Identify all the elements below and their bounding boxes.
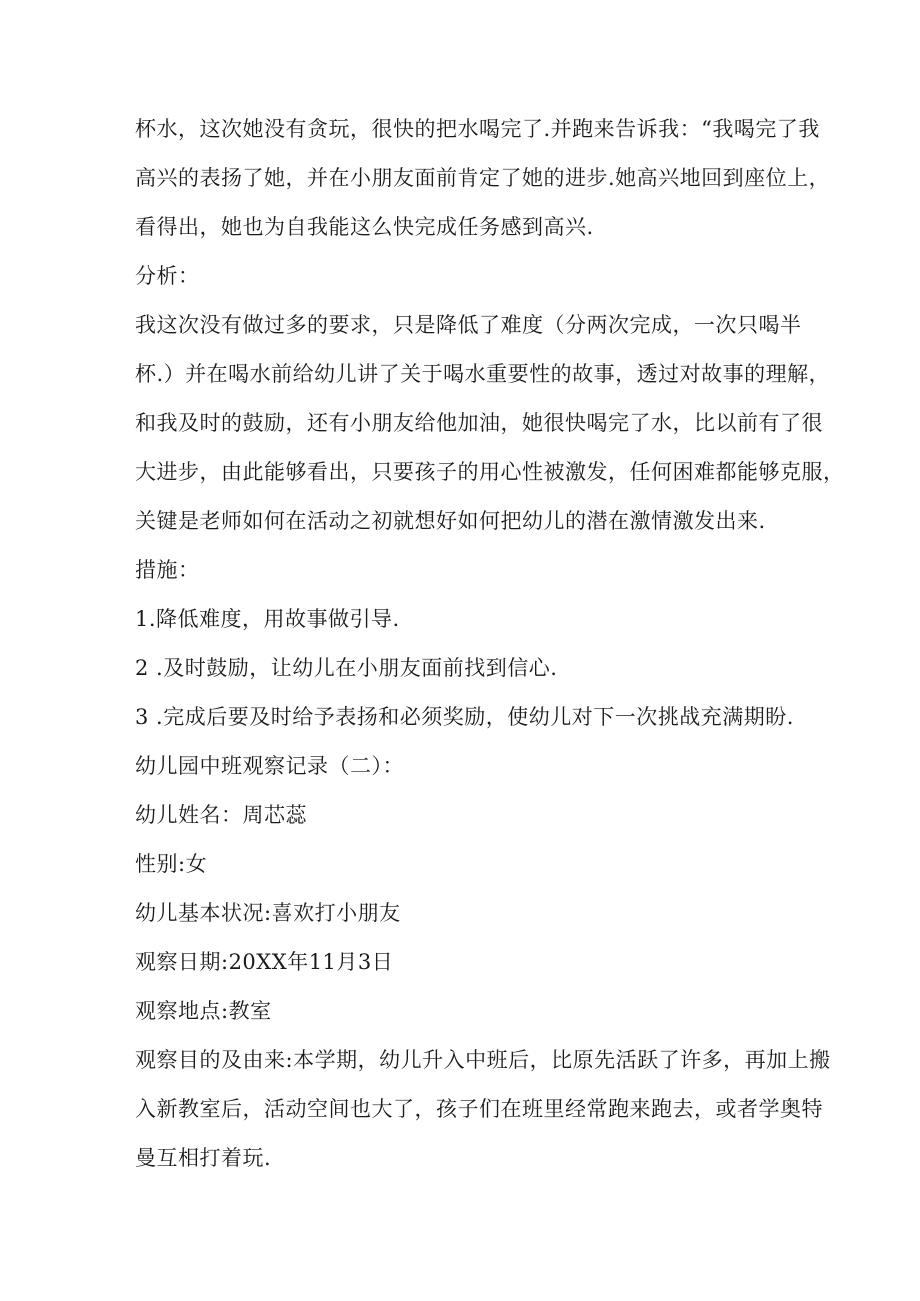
observation-purpose-line-2: 入新教室后，活动空间也大了，孩子们在班里经常跑来跑去，或者学奥特 (135, 1097, 823, 1121)
observation-location: 观察地点:教室 (135, 999, 272, 1023)
measure-item-2: 2 .及时鼓励，让幼儿在小朋友面前找到信心. (135, 656, 558, 680)
paragraph-1-line-1: 杯水，这次她没有贪玩，很快的把水喝完了.并跑来告诉我：“我喝完了我 (135, 117, 820, 141)
measure-item-1: 1.降低难度，用故事做引导. (135, 607, 400, 631)
observation-purpose-line-1: 观察目的及由来:本学期，幼儿升入中班后，比原先活跃了许多，再加上搬 (135, 1048, 831, 1072)
analysis-line-1: 我这次没有做过多的要求，只是降低了难度（分两次完成，一次只喝半 (135, 313, 802, 337)
child-gender: 性别:女 (135, 852, 208, 876)
analysis-line-3: 和我及时的鼓励，还有小朋友给他加油，她很快喝完了水，比以前有了很 (135, 411, 823, 435)
observation-date: 观察日期:20XX年11月3日 (135, 950, 394, 974)
analysis-heading: 分析： (135, 264, 200, 288)
measures-heading: 措施： (135, 558, 200, 582)
measure-item-3: 3 .完成后要及时给予表扬和必须奖励，使幼儿对下一次挑战充满期盼. (135, 705, 794, 729)
child-name: 幼儿姓名：周芯蕊 (135, 803, 307, 827)
child-basic-status: 幼儿基本状况:喜欢打小朋友 (135, 901, 401, 925)
record-2-title: 幼儿园中班观察记录（二）： (135, 754, 404, 778)
analysis-line-2: 杯.）并在喝水前给幼儿讲了关于喝水重要性的故事，透过对故事的理解， (135, 362, 831, 386)
observation-purpose-line-3: 曼互相打着玩. (135, 1146, 272, 1170)
analysis-line-5: 关键是老师如何在活动之初就想好如何把幼儿的潜在激情激发出来. (135, 509, 766, 533)
paragraph-1-line-2: 高兴的表扬了她，并在小朋友面前肯定了她的进步.她高兴地回到座位上， (135, 166, 831, 190)
paragraph-1-line-3: 看得出，她也为自我能这么快完成任务感到高兴. (135, 215, 594, 239)
analysis-line-4: 大进步，由此能够看出，只要孩子的用心性被激发，任何困难都能够克服， (135, 460, 845, 484)
